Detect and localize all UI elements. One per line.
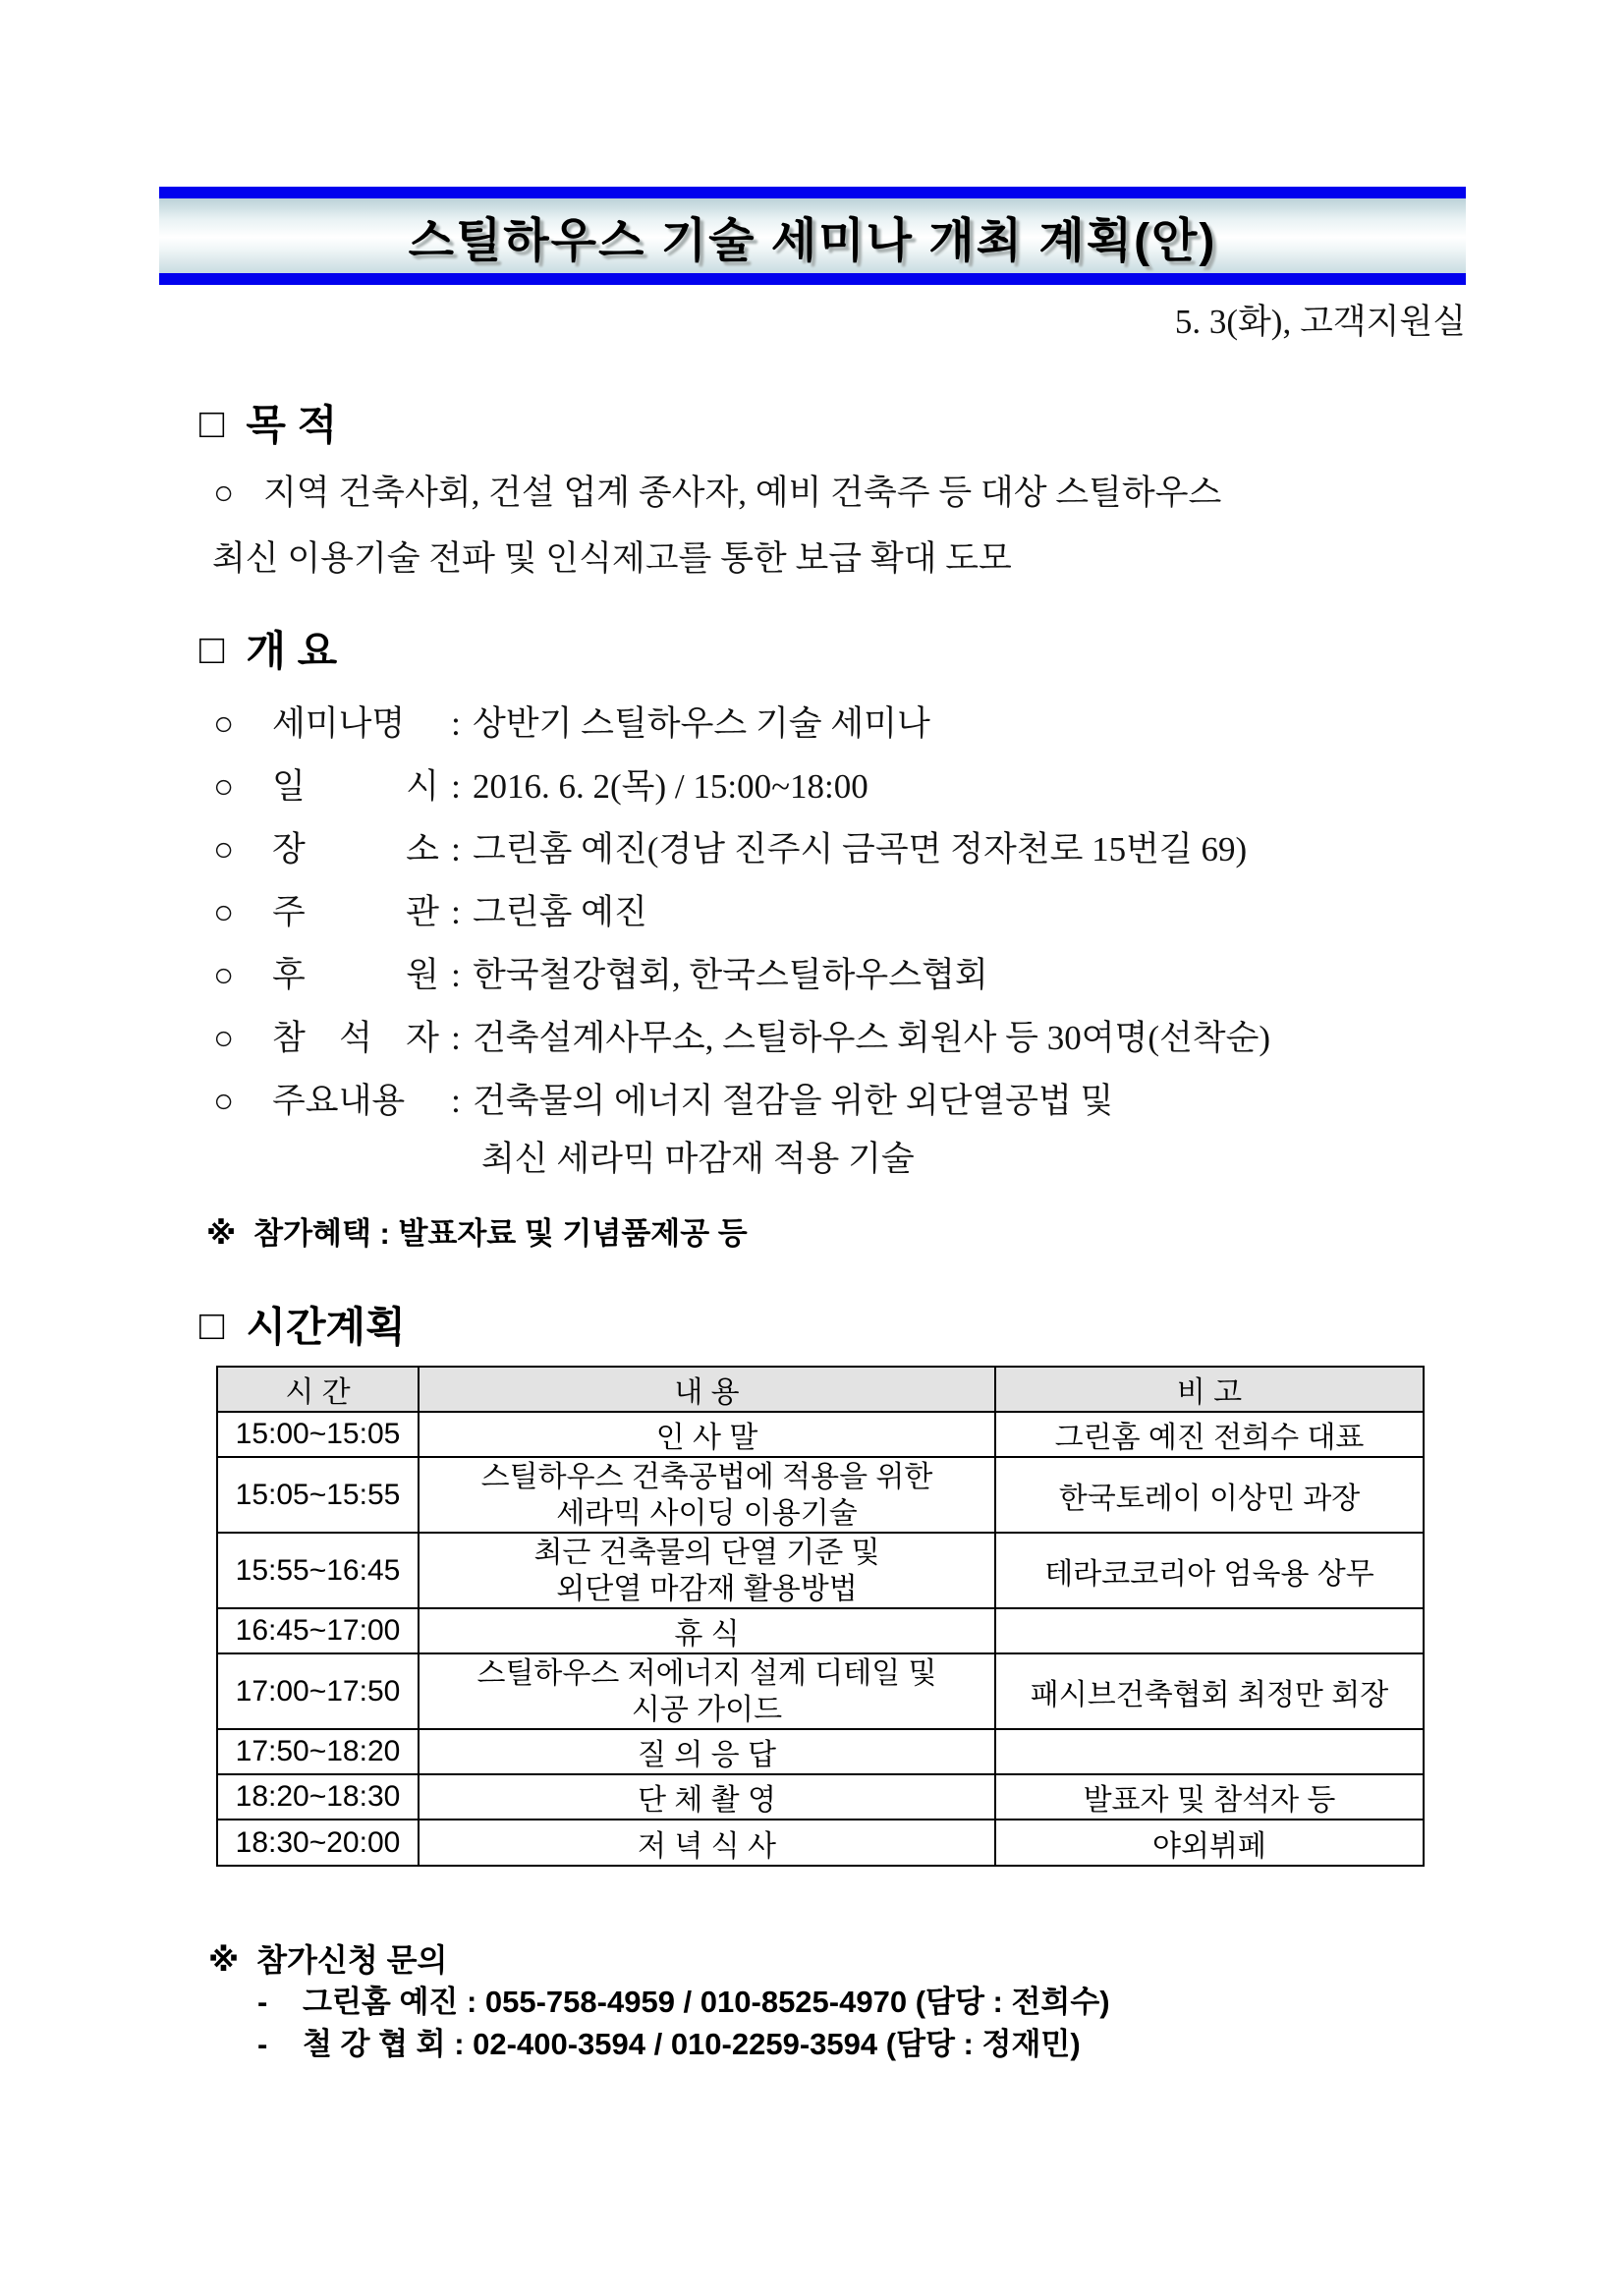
schedule-row [217,1653,1424,1729]
overview-value: 2016. 6. 2(목) / 15:00~18:00 [473,767,868,806]
circle-bullet-icon: ○ [213,767,235,806]
benefit-note-text: 참가혜택 : 발표자료 및 기념품제공 등 [253,1216,748,1251]
remark-cell: 발표자 및 참석자 등 [995,1774,1424,1820]
content-cell: 질 의 응 답 [419,1729,995,1774]
remark-cell [995,1729,1424,1774]
content-line: 최근 건축물의 단열 기준 및 [533,1536,880,1569]
time-cell: 16:45~17:00 [217,1608,419,1653]
label-colon: : [451,704,461,743]
overview-value: 상반기 스틸하우스 기술 세미나 [473,704,930,743]
content-line: 스틸하우스 건축공법에 적용을 위한 [480,1460,933,1493]
purpose-text-1: 지역 건축사회, 건설 업계 종사자, 예비 건축주 등 대상 스틸하우스 [263,474,1222,512]
overview-value: 건축설계사무소, 스틸하우스 회원사 등 30여명(선착순) [473,1019,1271,1057]
banner-top-rule [159,187,1466,198]
overview-row-datetime [213,756,1270,818]
overview-value: 그린홈 예진 [473,893,647,931]
purpose-line [212,526,1221,591]
schedule-table [216,1366,1425,1867]
overview-row-sponsor [213,944,1270,1007]
title-banner [159,187,1466,285]
overview-row-organizer [213,881,1270,944]
remark-cell [995,1608,1424,1653]
contact-list [257,1981,1110,2065]
time-cell: 17:00~17:50 [217,1653,419,1729]
overview-value: 건축물의 에너지 절감을 위한 외단열공법 및 [473,1082,1114,1120]
label-colon: : [451,1019,461,1057]
schedule-row [217,1608,1424,1653]
overview-row-seminar-name [213,693,1270,756]
section-title-schedule: 시간계획 [246,1304,406,1350]
content-cell [419,1457,995,1533]
overview-row-place [213,818,1270,881]
circle-bullet-icon: ○ [213,893,235,931]
time-cell: 18:20~18:30 [217,1774,419,1820]
content-cell: 휴 식 [419,1608,995,1653]
content-line: 외단열 마감재 활용방법 [556,1572,858,1605]
time-cell: 15:00~15:05 [217,1412,419,1457]
square-bullet-icon: □ [199,400,225,446]
content-line: 시공 가이드 [631,1693,783,1726]
circle-bullet-icon: ○ [213,830,235,868]
overview-row-attendees [213,1007,1270,1070]
remark-cell: 테라코코리아 엄욱용 상무 [995,1533,1424,1608]
reference-mark-icon: ※ [208,1942,240,1978]
date-department-line: 5. 3(화), 고객지원실 [1174,303,1466,341]
dash-bullet-icon: - [257,1985,268,2019]
time-cell: 18:30~20:00 [217,1820,419,1866]
circle-bullet-icon: ○ [213,474,235,512]
remark-cell: 패시브건축협회 최정만 회장 [995,1653,1424,1729]
overview-continuation-line: 최신 세라믹 마감재 적용 기술 [481,1140,915,1178]
overview-list [213,693,1270,1133]
banner-bottom-rule [159,273,1466,285]
overview-label: 일 시 [272,767,439,806]
overview-label: 주 관 [272,893,439,931]
overview-value: 한국철강협회, 한국스틸하우스협회 [473,956,988,994]
dash-bullet-icon: - [257,2027,268,2061]
content-line: 스틸하우스 저에너지 설계 디테일 및 [476,1656,937,1690]
content-line: 세라믹 사이딩 이용기술 [556,1496,858,1530]
contact-line-greenhome [257,1981,1110,2023]
overview-label: 참 석 자 [272,1019,439,1057]
section-header-schedule [199,1295,406,1354]
schedule-header-row [217,1367,1424,1412]
section-title-purpose: 목 적 [246,402,338,448]
content-cell [419,1533,995,1608]
remark-cell: 야외뷔페 [995,1820,1424,1866]
label-colon: : [451,956,461,994]
overview-label: 후 원 [272,956,439,994]
reference-mark-icon: ※ [206,1216,237,1251]
banner-background [159,198,1466,273]
circle-bullet-icon: ○ [213,956,235,994]
overview-value: 그린홈 예진(경남 진주시 금곡면 정자천로 15번길 69) [473,830,1248,868]
schedule-row [217,1412,1424,1457]
section-header-overview [199,619,337,678]
column-header-time: 시 간 [217,1367,419,1412]
circle-bullet-icon: ○ [213,704,235,743]
overview-label: 세미나명 [272,704,406,743]
contact-note-header [208,1935,447,1981]
overview-row-main-contents [213,1070,1270,1133]
circle-bullet-icon: ○ [213,1082,235,1120]
schedule-row [217,1729,1424,1774]
content-cell: 단 체 촬 영 [419,1774,995,1820]
contact-text: 그린홈 예진 : 055-758-4959 / 010-8525-4970 (담당 : 전희수) [303,1985,1110,2019]
schedule-row [217,1457,1424,1533]
schedule-row [217,1533,1424,1608]
remark-cell: 그린홈 예진 전희수 대표 [995,1412,1424,1457]
section-header-purpose [199,393,337,452]
remark-cell: 한국토레이 이상민 과장 [995,1457,1424,1533]
content-cell: 인 사 말 [419,1412,995,1457]
contact-line-steel-association [257,2023,1110,2065]
overview-label: 주요내용 [272,1082,406,1120]
contact-note-text: 참가신청 문의 [256,1942,448,1978]
schedule-row [217,1774,1424,1820]
overview-label: 장 소 [272,830,439,868]
section-title-overview: 개 요 [246,628,338,674]
time-cell: 15:55~16:45 [217,1533,419,1608]
square-bullet-icon: □ [199,626,225,672]
schedule-row [217,1820,1424,1866]
column-header-content: 내 용 [419,1367,995,1412]
time-cell: 15:05~15:55 [217,1457,419,1533]
benefit-note [206,1208,748,1253]
content-cell: 저 녁 식 사 [419,1820,995,1866]
label-colon: : [451,1082,461,1120]
label-colon: : [451,830,461,868]
square-bullet-icon: □ [199,1302,225,1348]
purpose-body [213,460,1221,591]
document-title: 스틸하우스 기술 세미나 개최 계획(안) [408,214,1217,267]
content-cell [419,1653,995,1729]
time-cell: 17:50~18:20 [217,1729,419,1774]
label-colon: : [451,893,461,931]
column-header-remark: 비 고 [995,1367,1424,1412]
contact-text: 철 강 협 회 : 02-400-3594 / 010-2259-3594 (담당 : 정재민) [303,2027,1081,2061]
label-colon: : [451,767,461,806]
purpose-line [213,460,1221,526]
circle-bullet-icon: ○ [213,1019,235,1057]
purpose-text-2: 최신 이용기술 전파 및 인식제고를 통한 보급 확대 도모 [212,539,1012,578]
